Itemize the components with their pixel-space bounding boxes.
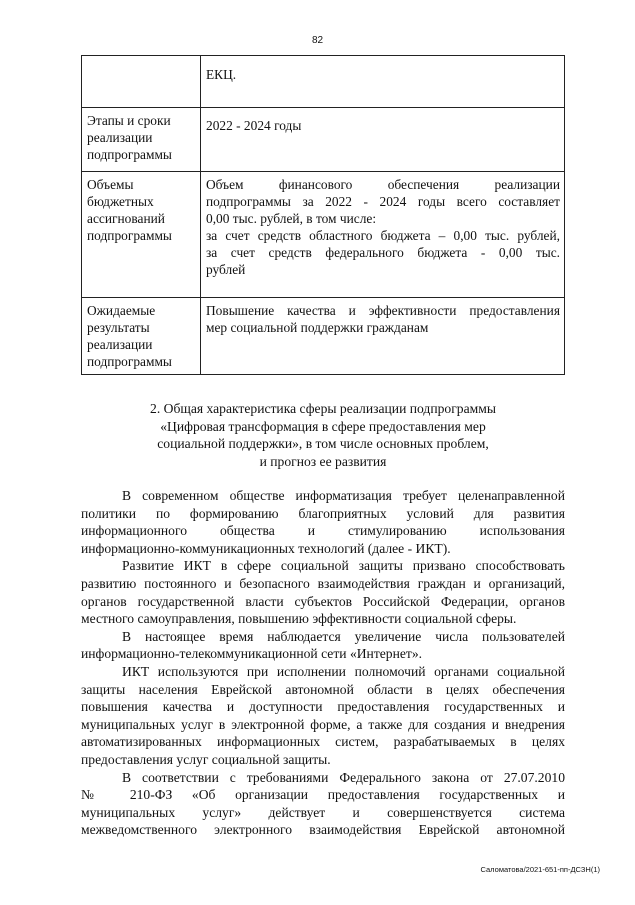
label-line: бюджетных — [87, 194, 154, 209]
label-line: Этапы и сроки — [87, 113, 171, 128]
table-row — [82, 56, 565, 108]
paragraph-line: В современном обществе информатизация требует целенаправленной — [122, 488, 565, 503]
paragraph-line: информационно-коммуникационных технологий (далее - ИКТ). — [81, 540, 451, 556]
paragraph-line: № 210-ФЗ «Об организации предоставления государственных и — [81, 787, 565, 803]
label-line: подпрограммы — [87, 354, 172, 369]
heading-line: 2. Общая характеристика сферы реализации подпрограммы — [150, 401, 496, 416]
paragraph-line: предоставления услуг социальной защиты. — [81, 751, 331, 767]
value-line: мер социальной поддержки гражданам — [206, 320, 429, 335]
paragraph-line: В настоящее время наблюдается увеличение числа пользователей — [122, 628, 565, 644]
subprogram-passport-table — [81, 55, 565, 375]
label-line: реализации — [87, 130, 153, 145]
label-line: подпрограммы — [87, 228, 172, 243]
table-value-cell — [201, 172, 565, 298]
table-row — [82, 108, 565, 172]
table-label-cell — [82, 56, 201, 108]
value-line: рублей — [206, 262, 246, 277]
table-value-cell — [201, 298, 565, 375]
label-line: подпрограммы — [87, 147, 172, 162]
table-label-cell — [82, 108, 201, 172]
value-line: за счет средств областного бюджета – 0,00 тыс. рублей, — [206, 228, 560, 243]
paragraph-line: Развитие ИКТ в сфере социальной защиты призвано способствовать — [122, 558, 565, 574]
heading-line: социальной поддержки», в том числе основных проблем, — [157, 436, 489, 451]
value-line: Объем финансового обеспечения реализации — [206, 177, 560, 192]
paragraph-line: защиты населения Еврейской автономной области в целях обеспечения — [81, 681, 565, 697]
heading-line: и прогноз ее развития — [259, 453, 387, 469]
paragraph-line: В соответствии с требованиями Федерального закона от 27.07.2010 — [122, 769, 565, 785]
paragraph-line: информационно-телекоммуникационной сети «Интернет». — [81, 646, 423, 662]
paragraph-line: автоматизированных информационных систем, разрабатываемых в целях — [81, 734, 565, 750]
table-row — [82, 298, 565, 375]
section-body — [81, 487, 565, 839]
value-line: 0,00 тыс. рублей, в том числе: — [206, 211, 377, 226]
label-line: результаты — [87, 320, 150, 335]
label-line: Ожидаемые — [87, 303, 156, 318]
paragraph-line: межведомственного электронного взаимодействия Еврейской автономной — [81, 822, 565, 838]
paragraph-line: муниципальных услуг в электронной форме, а также для создания и внедрения — [81, 716, 565, 732]
label-line: ассигнований — [87, 211, 165, 226]
paragraph-line: повышения качества и доступности предоставления государственных и — [81, 699, 565, 715]
paragraph-line: информационного общества и стимулированию использования — [81, 523, 565, 539]
table-value-cell: ЕКЦ. — [201, 56, 565, 108]
paragraph-line: муниципальных услуг» действует и совершенствуется система — [81, 804, 565, 820]
section-heading — [81, 400, 565, 470]
document-code: Саломатова/2021-651-пп-ДСЗН(1) — [480, 865, 600, 874]
paragraph-line: развитию постоянного и безопасного взаимодействия граждан и организаций, — [81, 575, 565, 591]
table-label-cell — [82, 172, 201, 298]
value-line: подпрограммы за 2022 - 2024 годы всего составляет — [206, 194, 560, 209]
label-line: Объемы — [87, 177, 134, 192]
paragraph-line: органов государственной власти субъектов Российской Федерации, органов — [81, 593, 565, 609]
paragraph-line: политики по формированию благоприятных условий для развития — [81, 505, 565, 521]
table-label-cell — [82, 298, 201, 375]
paragraph-line: местного самоуправления, повышению эффективности социальной сферы. — [81, 611, 517, 627]
table-value-cell: 2022 - 2024 годы — [201, 108, 565, 172]
page-number: 82 — [311, 35, 324, 46]
paragraph-line: ИКТ используются при исполнении полномочий органами социальной — [122, 663, 565, 679]
table-row — [82, 172, 565, 298]
value-line: за счет средств федерального бюджета - 0,00 тыс. — [206, 245, 560, 260]
heading-line: «Цифровая трансформация в сфере предоставления мер — [160, 418, 486, 434]
label-line: реализации — [87, 337, 153, 352]
value-line: Повышение качества и эффективности предоставления — [206, 303, 560, 318]
